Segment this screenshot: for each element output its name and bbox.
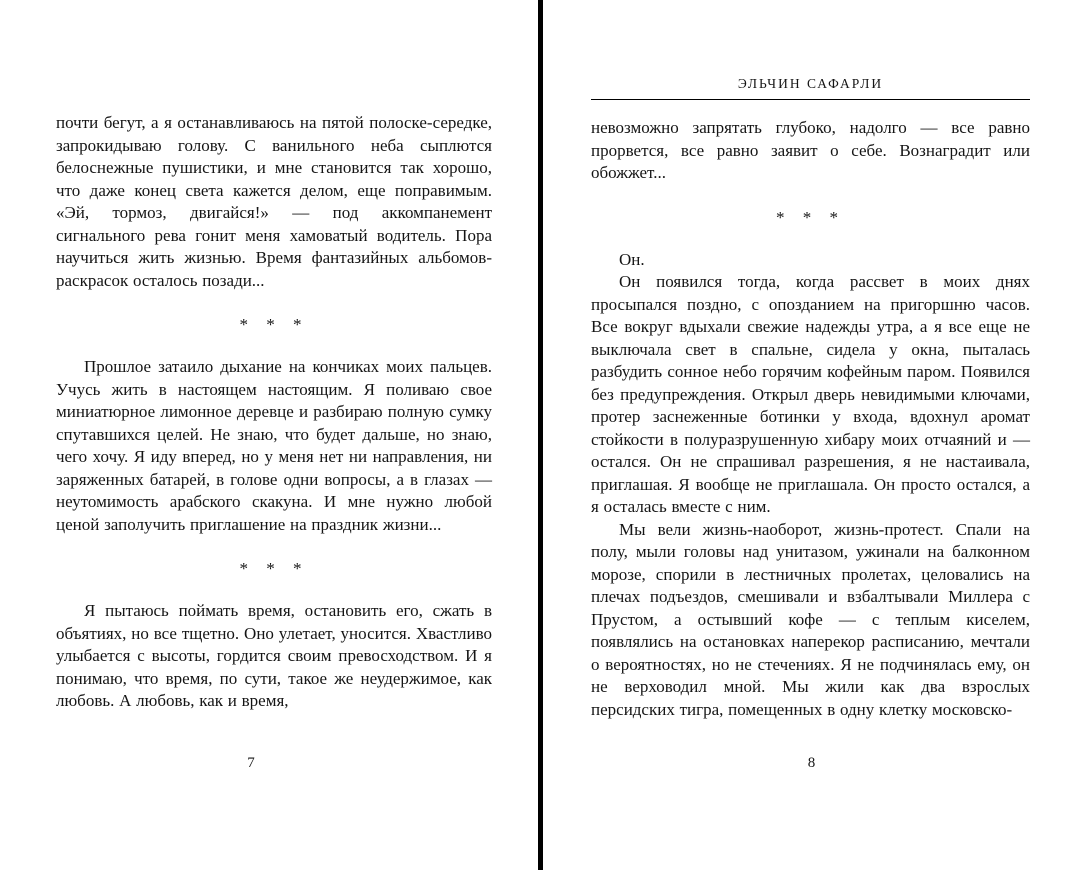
body-paragraph: Я пытаюсь поймать время, остановить его, сжать в объятиях, но все тщетно. Оно улетает, уносится. Хвастливо улыбается с высоты, гордится своим превосходством. И я понимаю, что время, по сути, такое же неудержимое, как любовь. А любовь, как и время, — [56, 601, 492, 710]
page-right — [543, 0, 1080, 870]
section-separator: * * * — [239, 315, 309, 334]
body-paragraph: Он появился тогда, когда рассвет в моих днях просыпался поздно, с опозданием на пригоршню часов. Все вокруг вдыхали свежие надежды утра, а я все еще не выключала свет в спальне, сидела у окна, пыталась разбудить сонное небо горячим кофейным паром. Появился без предупреждения. Открыл дверь невидимыми ключами, протер заснеженные ботинки у входа, вдохнул аромат стойкости в полуразрушенную хибару моих отчаяний и — остался. Он не спрашивал разрешения, я не настаивала, приглашая. Я вообще не приглашала. Он просто остался, а я осталась вместе с ним. — [591, 272, 1030, 516]
body-paragraph: невозможно запрятать глубоко, надолго — все равно прорвется, все равно заявит о себе. Вознаградит или обожжет... — [591, 118, 1030, 182]
body-paragraph: Прошлое затаило дыхание на кончиках моих пальцев. Учусь жить в настоящем настоящим. Я поливаю свое миниатюрное лимонное деревце и разбираю полную сумку спутавшихся целей. Не знаю, что будет дальше, но знаю, чего хочу. Я иду вперед, но у меня нет ни направления, ни заряженных батарей, в голове одни вопросы, а в глазах — неутомимость арабского скакуна. И мне нужно любой ценой заполучить приглашение на праздник жизни... — [56, 357, 492, 534]
page-number-left: 7 — [247, 755, 255, 771]
page-number-right: 8 — [807, 755, 816, 771]
page-left — [0, 0, 538, 870]
section-separator: * * * — [776, 207, 845, 227]
section-separator: * * * — [239, 559, 309, 578]
body-paragraph: Мы вели жизнь-наоборот, жизнь-протест. Спали на полу, мыли головы над унитазом, ужинали на балконном морозе, спорили в лестничных пролетах, целовались на плечах подъездов, смешивали и взбалтывали Миллера с Прустом, а остывший кофе — с теплым киселем, появлялись на остановках наперекор расписанию, мечтали о вероятностях, но не стечениях. Я не подчинялась ему, он не верховодил мной. Мы жили как два взрослых персидских тигра, помещенных в одну клетку московско- — [591, 519, 1030, 719]
running-header-author: ЭЛЬЧИН САФАРЛИ — [591, 76, 1030, 100]
body-paragraph: Он. — [619, 249, 645, 269]
body-paragraph: почти бегут, а я останавливаюсь на пятой полоске-середке, запрокидываю голову. С ванильного неба сыплются белоснежные пушистики, и мне становится так хорошо, что даже конец света кажется делом, еще поправимым. «Эй, тормоз, двигайся!» — под аккомпанемент сигнального рева гонит меня хамоватый водитель. Пора научиться жить жизнью. Время фантазийных альбомов-раскрасок осталось позади... — [56, 113, 492, 290]
